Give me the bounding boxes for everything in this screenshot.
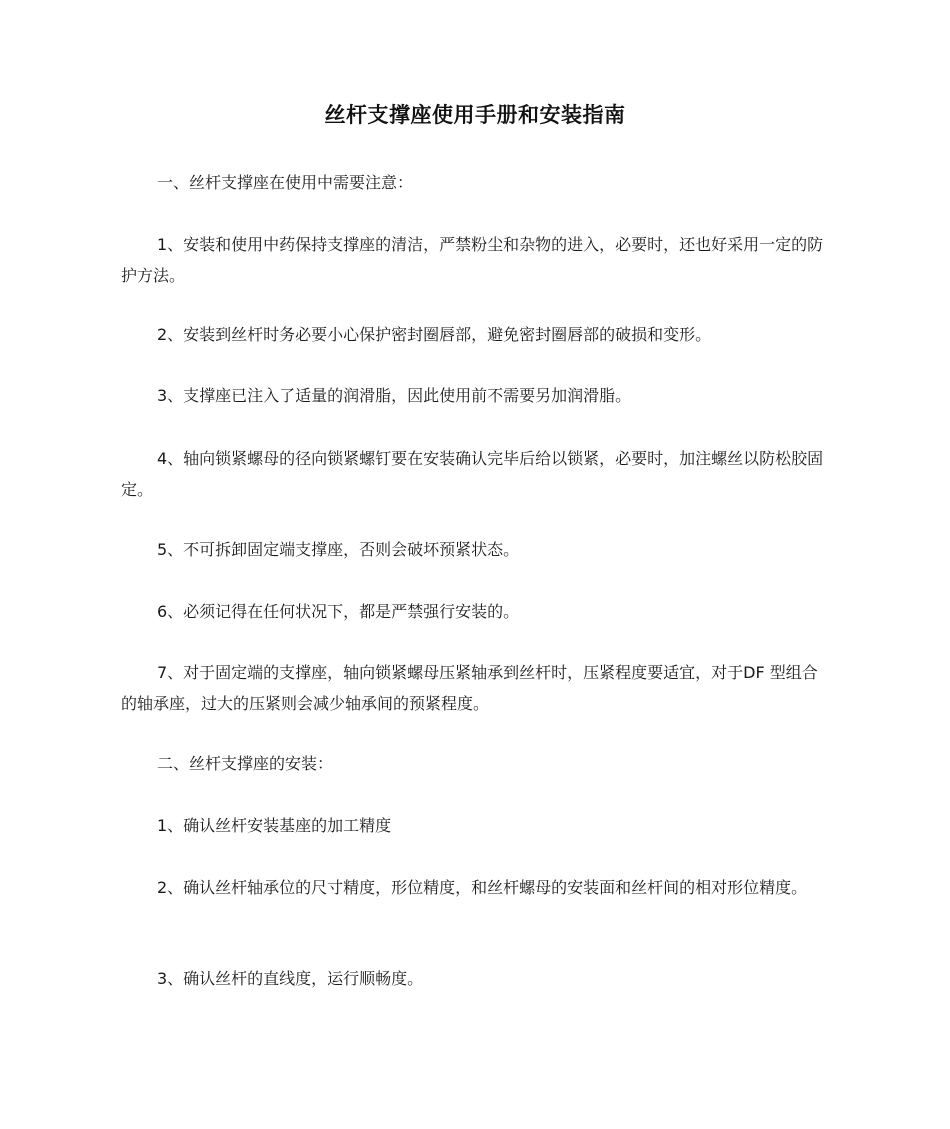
- usage-note-5: 5、不可拆卸固定端支撑座，否则会破坏预紧状态。: [157, 540, 520, 559]
- usage-note-2: 2、安装到丝杆时务必要小心保护密封圈唇部，避免密封圈唇部的破损和变形。: [157, 325, 712, 344]
- installation-step-2: 2、确认丝杆轴承位的尺寸精度，形位精度，和丝杆螺母的安装面和丝杆间的相对形位精度。: [157, 878, 808, 897]
- installation-step-1: 1、确认丝杆安装基座的加工精度: [157, 816, 392, 835]
- usage-note-7: 7、对于固定端的支撑座，轴向锁紧螺母压紧轴承到丝杆时，压紧程度要适宜，对于DF 型组合的轴承座，过大的压紧则会减少轴承间的预紧程度。: [121, 663, 818, 713]
- usage-note-1: 1、安装和使用中药保持支撑座的清洁，严禁粉尘和杂物的进入，必要时，还也好采用一定的防护方法。: [121, 235, 824, 285]
- usage-note-6: 6、必须记得在任何状况下，都是严禁强行安装的。: [157, 602, 520, 621]
- usage-note-3: 3、支撑座已注入了适量的润滑脂，因此使用前不需要另加润滑脂。: [157, 386, 632, 405]
- section-heading-usage-notes: 一、丝杆支撑座在使用中需要注意：: [157, 173, 414, 192]
- section-heading-installation: 二、丝杆支撑座的安装：: [157, 754, 334, 773]
- document-title: 丝杆支撑座使用手册和安装指南: [324, 103, 626, 127]
- usage-note-4: 4、轴向锁紧螺母的径向锁紧螺钉要在安装确认完毕后给以锁紧，必要时，加注螺丝以防松胶固定。: [121, 449, 824, 499]
- installation-step-3: 3、确认丝杆的直线度，运行顺畅度。: [157, 969, 424, 988]
